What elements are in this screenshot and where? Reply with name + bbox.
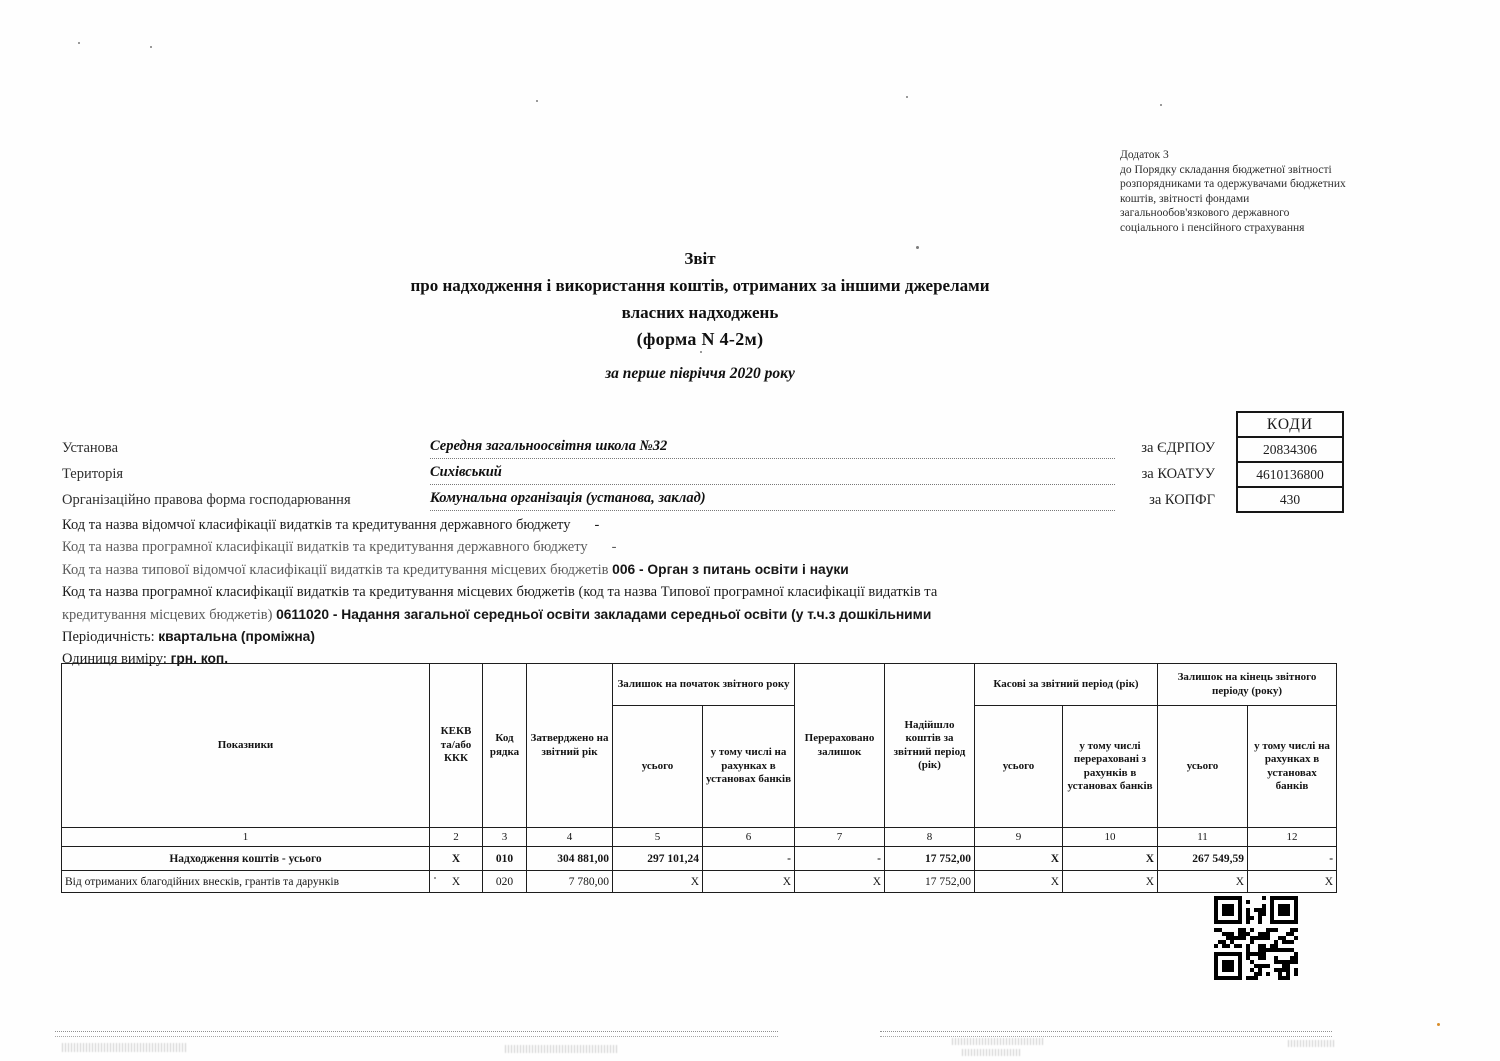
header-total-begin: усього bbox=[613, 706, 703, 828]
scan-speck bbox=[916, 246, 919, 249]
appendix-line: Додаток 3 bbox=[1120, 149, 1169, 161]
cell-kekv: X bbox=[430, 847, 483, 871]
scan-speck bbox=[536, 100, 538, 102]
classification-value: 006 - Орган з питань освіти і науки bbox=[612, 561, 849, 577]
cell-total-begin: X bbox=[613, 871, 703, 893]
scan-speck bbox=[150, 46, 152, 48]
table-row-total-receipts bbox=[62, 847, 1337, 871]
header-total-end: усього bbox=[1158, 706, 1248, 828]
field-value: Сихівський bbox=[430, 464, 1115, 485]
cell-transferred: X bbox=[795, 871, 885, 893]
codes-header: КОДИ bbox=[1237, 412, 1343, 437]
appendix-line: соціального і пенсійного страхування bbox=[1120, 221, 1305, 234]
field-code-label: за КОПФГ bbox=[1149, 492, 1215, 508]
classification-block bbox=[62, 514, 1362, 671]
field-label: Установа bbox=[62, 440, 119, 456]
col-number: 9 bbox=[975, 828, 1063, 847]
footer-dotted-rule bbox=[55, 1031, 778, 1037]
classification-value: - bbox=[611, 539, 617, 556]
classification-value: - bbox=[594, 517, 600, 533]
periodicity-line bbox=[62, 626, 1362, 648]
cell-total-cash: X bbox=[975, 871, 1063, 893]
appendix-line: коштів, звітності фондами bbox=[1120, 192, 1250, 205]
field-label: Організаційно правова форма господарювання bbox=[62, 492, 351, 508]
header-approved: Затверджено на звітний рік bbox=[527, 664, 613, 828]
cell-transferred: - bbox=[795, 847, 885, 871]
cell-bank-cash: X bbox=[1063, 871, 1158, 893]
cell-row-code: 010 bbox=[483, 847, 527, 871]
table-row-charitable bbox=[62, 871, 1337, 893]
scan-speck bbox=[1160, 104, 1162, 106]
qr-code bbox=[1214, 896, 1298, 980]
unit-label: Одиниця виміру: bbox=[62, 651, 167, 668]
cell-bank-cash: X bbox=[1063, 847, 1158, 871]
column-number-row bbox=[62, 828, 1337, 847]
cell-total-begin: 297 101,24 bbox=[613, 847, 703, 871]
periodicity-value: квартальна (проміжна) bbox=[158, 629, 315, 645]
col-number: 10 bbox=[1063, 828, 1158, 847]
cell-approved: 7 780,00 bbox=[527, 871, 613, 893]
codes-table bbox=[1236, 411, 1344, 513]
cell-kekv: X bbox=[430, 871, 483, 893]
col-number: 6 bbox=[703, 828, 795, 847]
row-label: Від отриманих благодійних внесків, грантів та дарунків bbox=[62, 871, 430, 893]
cell-approved: 304 881,00 bbox=[527, 847, 613, 871]
cell-bank-end: X bbox=[1248, 871, 1337, 893]
field-code-label: за КОАТУУ bbox=[1141, 466, 1215, 482]
classification-label: кредитування місцевих бюджетів) bbox=[62, 606, 273, 623]
classification-label: Код та назва програмної класифікації видатків та кредитування державного бюджету bbox=[62, 539, 588, 556]
cell-total-end: 267 549,59 bbox=[1158, 847, 1248, 871]
periodicity-label: Періодичність: bbox=[62, 629, 155, 646]
appendix-note bbox=[1120, 148, 1400, 236]
col-number: 7 bbox=[795, 828, 885, 847]
header-bank-cash: у тому числі перераховані з рахунків в установах банків bbox=[1063, 706, 1158, 828]
col-number: 12 bbox=[1248, 828, 1337, 847]
footer-dotted-rule bbox=[880, 1031, 1332, 1037]
col-number: 3 bbox=[483, 828, 527, 847]
form-number: (форма N 4-2м) bbox=[636, 329, 764, 349]
footer-illegible-text bbox=[1288, 1040, 1336, 1047]
footer-illegible-text bbox=[952, 1038, 1044, 1045]
col-number: 4 bbox=[527, 828, 613, 847]
report-table bbox=[61, 663, 1337, 893]
header-indicators: Показники bbox=[62, 664, 430, 828]
header-group-cash: Касові за звітний період (рік) bbox=[975, 664, 1158, 706]
classification-value: 0611020 - Надання загальної середньої освіти закладами середньої освіти (у т.ч.з дошкільними bbox=[276, 606, 932, 622]
scan-speck bbox=[1437, 1023, 1440, 1026]
classification-label: Код та назва відомчої класифікації видатків та кредитування державного бюджету bbox=[62, 517, 571, 533]
col-number: 11 bbox=[1158, 828, 1248, 847]
scan-speck bbox=[906, 96, 908, 98]
col-number: 1 bbox=[62, 828, 430, 847]
header-received: Надійшло коштів за звітний період (рік) bbox=[885, 664, 975, 828]
classification-label: Код та назва типової відомчої класифікації видатків та кредитування місцевих бюджетів bbox=[62, 561, 609, 578]
report-period: за перше півріччя 2020 року bbox=[605, 365, 795, 382]
cell-bank-end: - bbox=[1248, 847, 1337, 871]
code-kopfg: 430 bbox=[1237, 487, 1343, 512]
footer-illegible-text bbox=[62, 1043, 187, 1052]
title-line-3: власних надходжень bbox=[621, 303, 779, 322]
appendix-line: розпорядниками та одержувачами бюджетних bbox=[1120, 178, 1346, 191]
code-koatuu: 4610136800 bbox=[1237, 462, 1343, 487]
code-edrpou: 20834306 bbox=[1237, 437, 1343, 462]
header-bank-begin: у тому числі на рахунках в установах банків bbox=[703, 706, 795, 828]
classification-line-2 bbox=[62, 536, 1362, 558]
header-bank-end: у тому числі на рахунках в установах банків bbox=[1248, 706, 1337, 828]
appendix-line: до Порядку складання бюджетної звітності bbox=[1120, 163, 1332, 176]
classification-line-5 bbox=[62, 604, 1362, 626]
classification-line-4 bbox=[62, 581, 1362, 603]
field-label: Територія bbox=[62, 466, 124, 482]
header-group-balance-end: Залишок на кінець звітного періоду (року) bbox=[1158, 664, 1337, 706]
cell-row-code: 020 bbox=[483, 871, 527, 893]
classification-line-1 bbox=[62, 514, 1362, 536]
field-row-legal-form bbox=[62, 492, 1215, 516]
scan-speck bbox=[434, 877, 436, 879]
report-title bbox=[250, 245, 1150, 387]
field-row-territory bbox=[62, 466, 1215, 490]
header-transferred: Перераховано залишок bbox=[795, 664, 885, 828]
row-label: Надходження коштів - усього bbox=[62, 847, 430, 871]
unit-value: грн. коп. bbox=[170, 651, 229, 667]
col-number: 2 bbox=[430, 828, 483, 847]
cell-received: 17 752,00 bbox=[885, 847, 975, 871]
cell-bank-begin: - bbox=[703, 847, 795, 871]
header-total-cash: усього bbox=[975, 706, 1063, 828]
scan-speck bbox=[700, 351, 702, 353]
title-line-2: про надходження і використання коштів, отриманих за іншими джерелами bbox=[410, 276, 990, 295]
field-row-institution bbox=[62, 440, 1215, 464]
cell-bank-begin: X bbox=[703, 871, 795, 893]
field-value: Комунальна організація (установа, заклад) bbox=[430, 490, 1115, 511]
col-number: 5 bbox=[613, 828, 703, 847]
classification-label: Код та назва програмної класифікації видатків та кредитування місцевих бюджетів (код та назва Типової програмної класифікації видатків та bbox=[62, 584, 938, 601]
header-row-code: Код рядка bbox=[483, 664, 527, 828]
appendix-line: загальнообов'язкового державного bbox=[1120, 207, 1290, 220]
cell-total-end: X bbox=[1158, 871, 1248, 893]
cell-received: 17 752,00 bbox=[885, 871, 975, 893]
cell-total-cash: X bbox=[975, 847, 1063, 871]
title-line-1: Звіт bbox=[684, 249, 716, 268]
footer-illegible-text bbox=[505, 1045, 617, 1053]
footer-illegible-text bbox=[962, 1049, 1022, 1056]
scan-speck bbox=[78, 42, 80, 44]
field-code-label: за ЄДРПОУ bbox=[1141, 440, 1215, 456]
field-value: Середня загальноосвітня школа №32 bbox=[430, 438, 1115, 459]
header-group-balance-begin: Залишок на початок звітного року bbox=[613, 664, 795, 706]
classification-line-3 bbox=[62, 559, 1362, 581]
col-number: 8 bbox=[885, 828, 975, 847]
header-kekv: КЕКВ та/або ККК bbox=[430, 664, 483, 828]
